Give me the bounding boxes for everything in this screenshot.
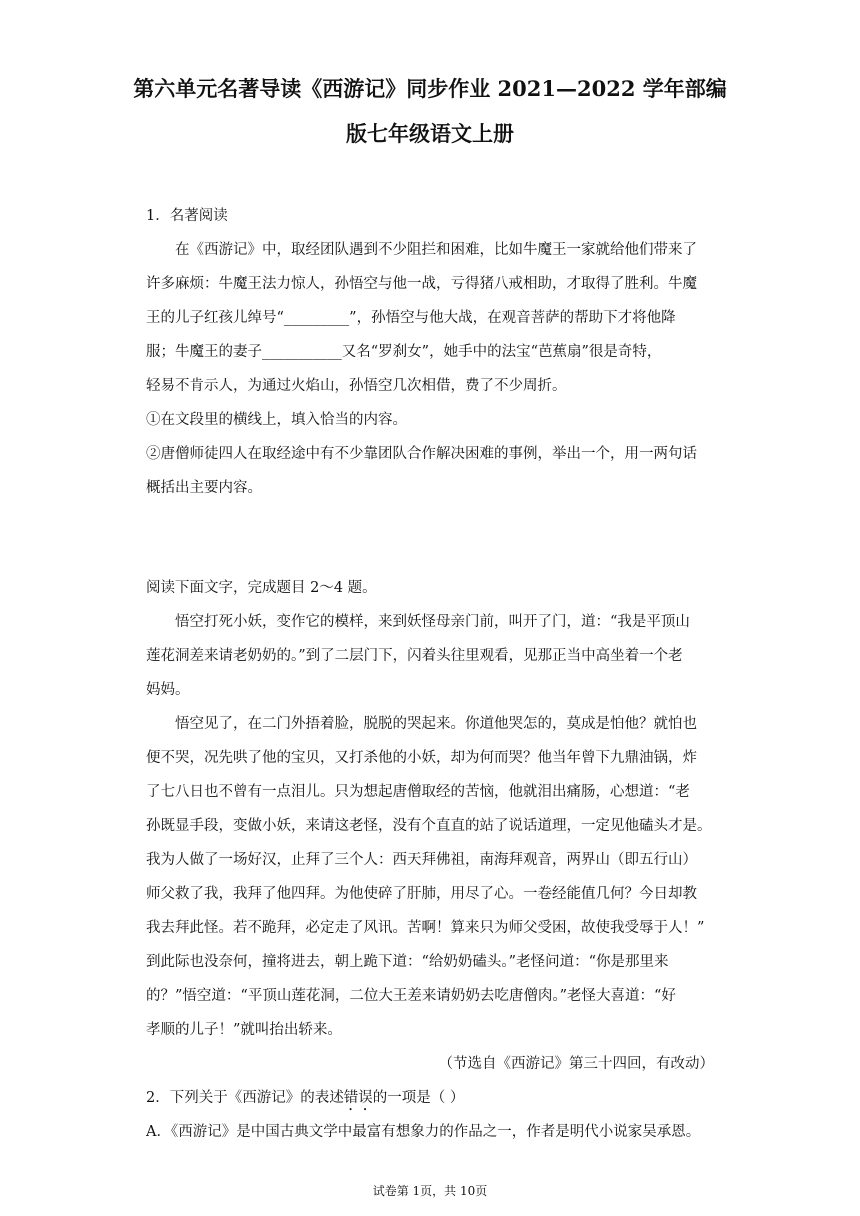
q2-stem-before: 2．下列关于《西游记》的表述 [146, 1090, 344, 1106]
document-title-line-1: 第六单元名著导读《西游记》同步作业 2021—2022 学年部编 [133, 76, 727, 101]
q1-passage-line: 服；牛魔王的妻子___________又名“罗刹女”，她手中的法宝“芭蕉扇”很是奇特， [146, 344, 662, 360]
q1-subquestion-1: ①在文段里的横线上，填入恰当的内容。 [146, 412, 407, 428]
q1-passage-line: 许多麻烦：牛魔王法力惊人，孙悟空与他一战，亏得猪八戒相助，才取得了胜利。牛魔 [146, 276, 697, 292]
reading-para2-line: 师父救了我，我拜了他四拜。为他使碎了肝肺，用尽了心。一卷经能值几何？今日却教 [146, 886, 697, 902]
reading-para2-line: 孙既显手段，变做小妖，来请这老怪，没有个直直的站了说话道理，一定见他磕头才是。 [146, 818, 712, 834]
reading-para2-line: 悟空见了，在二门外捂着脸，脱脱的哭起来。你道他哭怎的，莫成是怕他？就怕也 [175, 716, 697, 732]
reading-para2-line: 到此际也没奈何，撞将进去，朝上跪下道：“给奶奶磕头。”老怪问道：“你是那里来 [146, 954, 669, 970]
reading-para1-line: 妈妈。 [146, 682, 190, 698]
q2-stem-after: 的一项是（ ） [372, 1090, 465, 1106]
reading-para2-line: 的？”悟空道：“平顶山莲花洞，二位大王差来请奶奶去吃唐僧肉。”老怪大喜道：“好 [146, 988, 676, 1004]
reading-para2-line: 孝顺的儿子！”就叫抬出轿来。 [146, 1022, 342, 1038]
reading-para2-line: 了七八日也不曾有一点泪儿。只为想起唐僧取经的苦恼，他就泪出痛肠，心想道：“老 [146, 784, 690, 800]
document-title-line-2: 版七年级语文上册 [346, 121, 514, 146]
q2-option-a: A．《西游记》是中国古典文学中最富有想象力的作品之一，作者是明代小说家吴承恩。 [146, 1124, 701, 1140]
q1-passage-line: 轻易不肯示人，为通过火焰山，孙悟空几次相借，费了不少周折。 [146, 378, 567, 394]
reading-para2-line: 便不哭，况先哄了他的宝贝，又打杀他的小妖，却为何而哭？他当年曾下九鼎油锅，炸 [146, 750, 697, 766]
reading-para2-line: 我去拜此怪。若不跪拜，必定走了风讯。苦啊！算来只为师父受困，故使我受辱于人！” [146, 920, 705, 936]
reading-source: （节选自《西游记》第三十四回，有改动） [438, 1056, 714, 1072]
reading-para1-line: 悟空打死小妖，变作它的模样，来到妖怪母亲门前，叫开了门，道：“我是平顶山 [175, 614, 690, 630]
reading-para1-line: 莲花洞差来请老奶奶的。”到了二层门下，闪着头往里观看，见那正当中高坐着一个老 [146, 648, 683, 664]
q1-subquestion-2: ②唐僧师徒四人在取经途中有不少靠团队合作解决困难的事例，举出一个，用一两句话 [146, 446, 697, 462]
page-footer: 试卷第 1页，共 10页 [372, 1184, 488, 1198]
question-1-heading: 1．名著阅读 [146, 208, 228, 224]
q1-passage-line: 王的儿子红孩儿绰号“_________”，孙悟空与他大战，在观音菩萨的帮助下才将他降 [146, 310, 676, 326]
reading-para2-line: 我为人做了一场好汉，止拜了三个人：西天拜佛祖，南海拜观音，两界山（即五行山） [146, 852, 697, 868]
question-2-stem [146, 1088, 464, 1114]
q2-stem-emphasis: 错误 [343, 1090, 373, 1106]
q1-passage-line: 在《西游记》中，取经团队遇到不少阻拦和困难，比如牛魔王一家就给他们带来了 [175, 242, 697, 258]
q1-subquestion-2-cont: 概括出主要内容。 [146, 480, 262, 496]
reading-intro: 阅读下面文字，完成题目 2～4 题。 [146, 580, 377, 596]
